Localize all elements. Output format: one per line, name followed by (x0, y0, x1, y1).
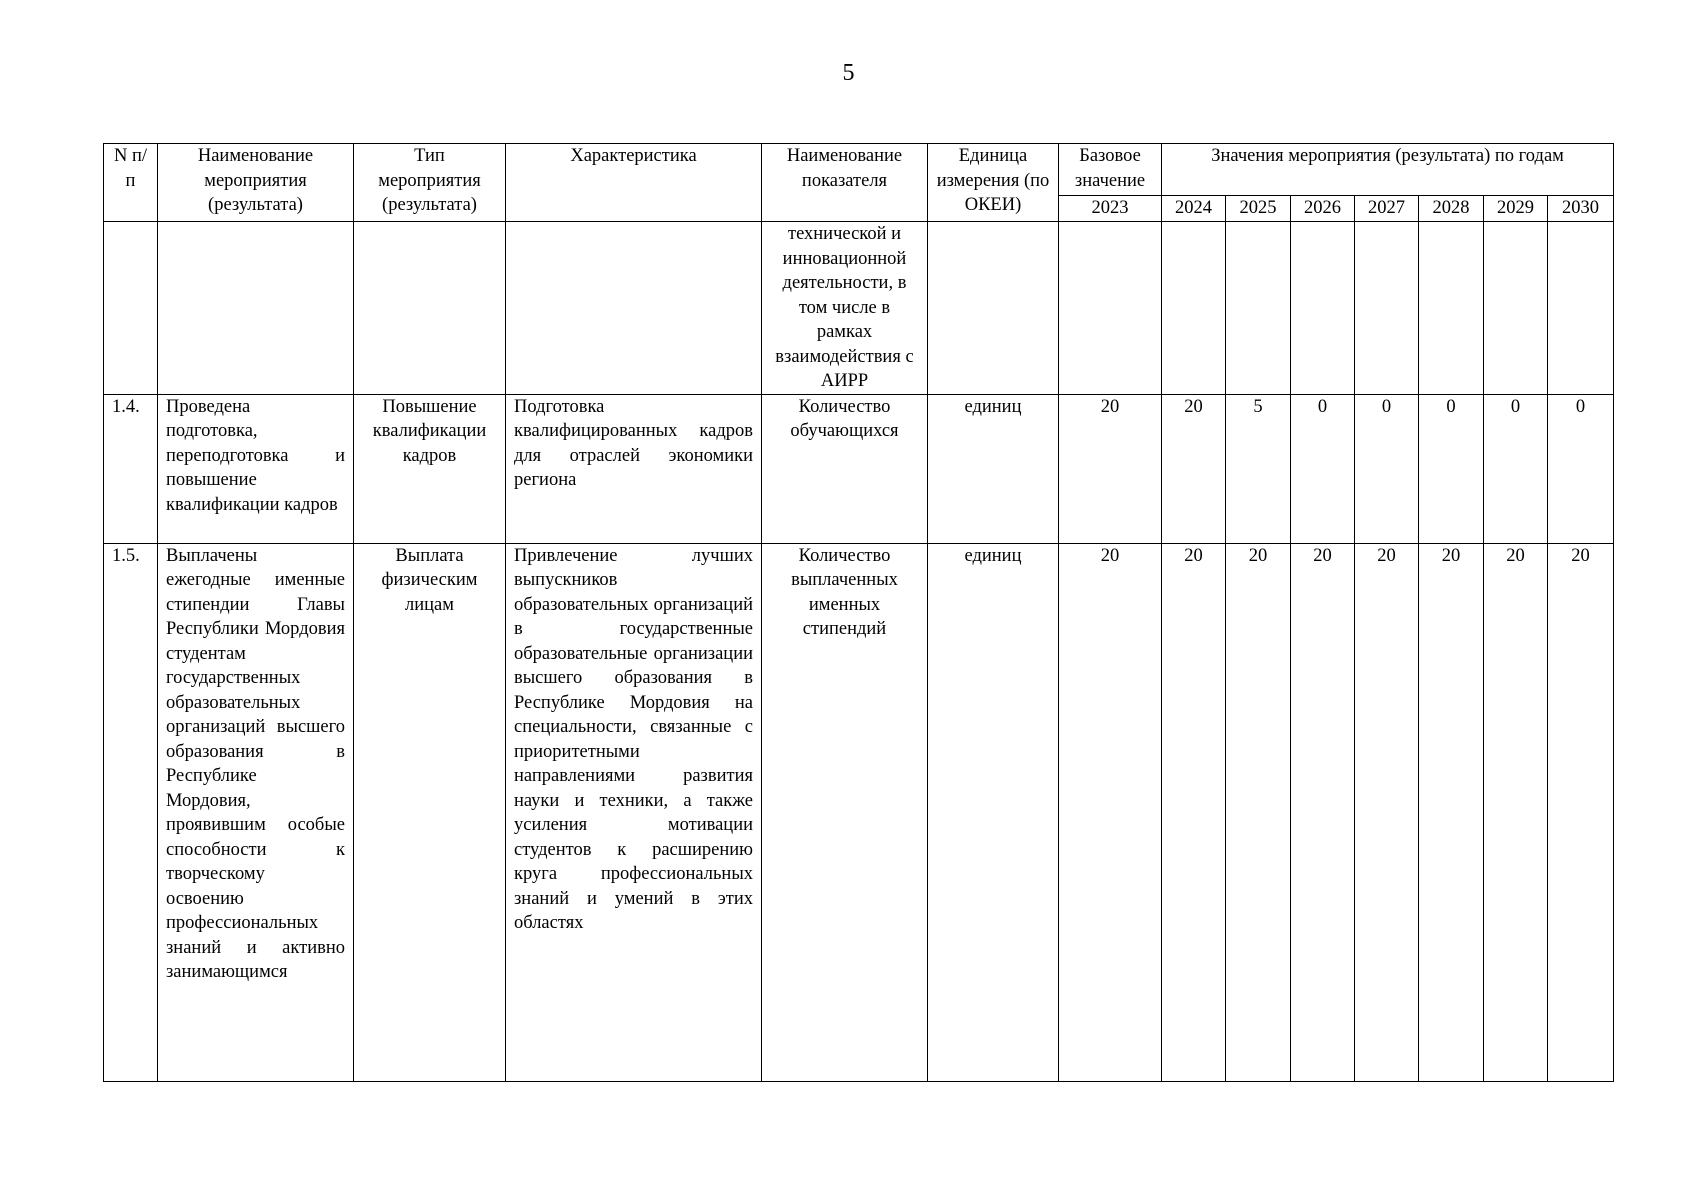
row-value: 0 (1291, 394, 1355, 543)
row-value: 0 (1355, 394, 1419, 543)
row-characteristic: Подготовка квалифицированных кадров для отраслей экономики региона (506, 394, 762, 543)
header-year: 2029 (1484, 196, 1548, 222)
header-unit: Единица измерения (по ОКЕИ) (928, 144, 1059, 222)
row-value: 20 (1162, 394, 1226, 543)
row-unit: единиц (928, 543, 1059, 1081)
header-base: Базовое значение (1059, 144, 1162, 196)
table-row (104, 222, 1614, 395)
row-value (1226, 222, 1291, 395)
row-characteristic: Привлечение лучших выпускников образовательных организаций в государственные образовательные организации высшего образования в Республике Мордовия на специальности, связанные с приоритетными направлениями развития науки и техники, а также усиления мотивации студентов к расширению круга профессиональных знаний и умений в этих областях (506, 543, 762, 1081)
row-value: 0 (1548, 394, 1614, 543)
header-years-group: Значения мероприятия (результата) по годам (1162, 144, 1614, 196)
row-name (158, 222, 354, 395)
header-characteristic: Характеристика (506, 144, 762, 222)
row-value: 20 (1291, 543, 1355, 1081)
row-base: 20 (1059, 394, 1162, 543)
row-value: 20 (1226, 543, 1291, 1081)
row-type: Повышение квалификации кадров (354, 394, 506, 543)
row-base: 20 (1059, 543, 1162, 1081)
header-year: 2027 (1355, 196, 1419, 222)
page-number: 5 (842, 60, 855, 86)
header-year: 2030 (1548, 196, 1614, 222)
header-type: Тип мероприятия (результата) (354, 144, 506, 222)
row-value (1355, 222, 1419, 395)
row-indicator: технической и инновационной деятельности, в том числе в рамках взаимодействия с АИРР (762, 222, 928, 395)
header-base-year: 2023 (1059, 196, 1162, 222)
row-value: 0 (1419, 394, 1484, 543)
row-value: 20 (1355, 543, 1419, 1081)
row-value (1419, 222, 1484, 395)
row-base (1059, 222, 1162, 395)
row-value: 5 (1226, 394, 1291, 543)
header-year: 2024 (1162, 196, 1226, 222)
row-name: Выплачены ежегодные именные стипендии Главы Республики Мордовия студентам государственных образовательных организаций высшего образования в Республике Мордовия, проявившим особые способности к творческому освоению профессиональных знаний и активно занимающимся (158, 543, 354, 1081)
row-value: 20 (1548, 543, 1614, 1081)
row-num: 1.5. (104, 543, 158, 1081)
row-unit (928, 222, 1059, 395)
row-value (1548, 222, 1614, 395)
row-value: 0 (1484, 394, 1548, 543)
row-type (354, 222, 506, 395)
row-value (1291, 222, 1355, 395)
header-name: Наименование мероприятия (результата) (158, 144, 354, 222)
row-unit: единиц (928, 394, 1059, 543)
table-row (104, 394, 1614, 543)
row-num: 1.4. (104, 394, 158, 543)
row-name: Проведена подготовка, переподготовка и повышение квалификации кадров (158, 394, 354, 543)
header-year: 2028 (1419, 196, 1484, 222)
row-value: 20 (1162, 543, 1226, 1081)
header-indicator: Наименование показателя (762, 144, 928, 222)
row-value: 20 (1484, 543, 1548, 1081)
header-year: 2026 (1291, 196, 1355, 222)
row-indicator: Количество обучающихся (762, 394, 928, 543)
row-indicator: Количество выплаченных именных стипендий (762, 543, 928, 1081)
row-type: Выплата физическим лицам (354, 543, 506, 1081)
row-value (1162, 222, 1226, 395)
header-year: 2025 (1226, 196, 1291, 222)
row-num (104, 222, 158, 395)
results-table (103, 143, 1614, 1082)
table-row (104, 543, 1614, 1081)
header-num: N п/п (104, 144, 158, 222)
row-characteristic (506, 222, 762, 395)
row-value (1484, 222, 1548, 395)
row-value: 20 (1419, 543, 1484, 1081)
